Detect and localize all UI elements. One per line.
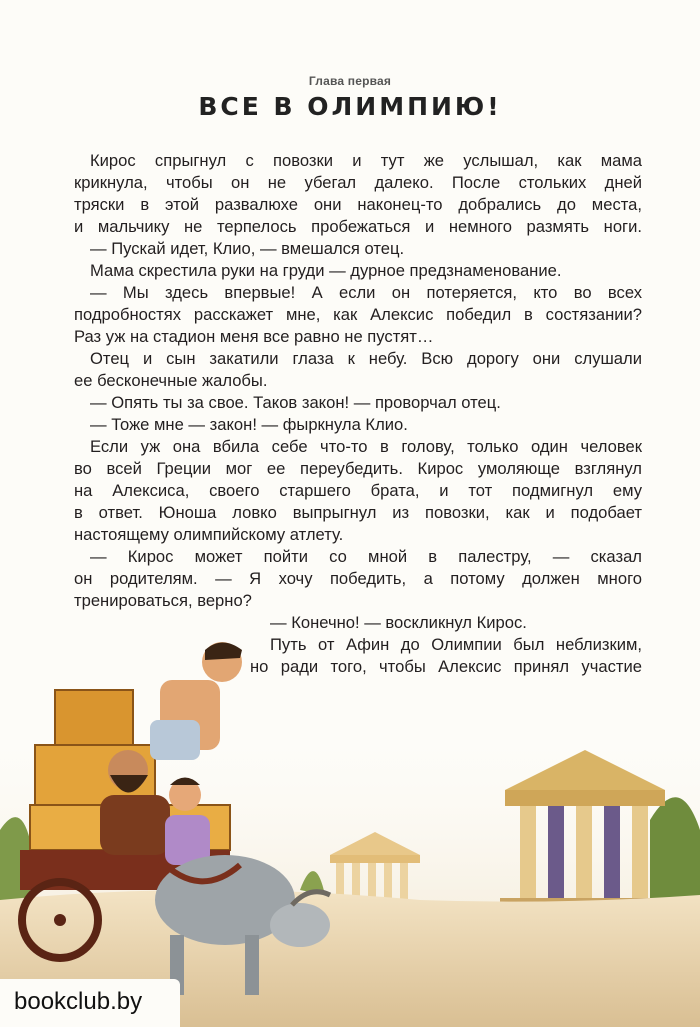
text-line: подробностях расскажет мне, как Алексис победил в состязании? [74, 305, 642, 324]
text-line: крикнула, чтобы он не убегал далеко. После стольких дней [74, 173, 642, 192]
text-line: во всей Греции мог ее переубедить. Кирос умоляюще взглянул [74, 459, 642, 478]
text-line: — Мы здесь впервые! А если он потеряется, кто во всех [90, 283, 642, 302]
text-line: — Пускай идет, Клио, — вмешался отец. [90, 239, 405, 258]
text-line: Отец и сын закатили глаза к небу. Всю дорогу они слушали [90, 349, 642, 368]
watermark [0, 979, 180, 1027]
text-line: Раз уж на стадион меня все равно не пустят… [74, 327, 434, 346]
text-line: он родителям. — Я хочу победить, а потому должен много [74, 569, 642, 588]
text-line: — Опять ты за свое. Таков закон! — проворчал отец. [90, 393, 501, 412]
text-line: тренироваться, верно? [74, 591, 252, 610]
text-line: но ради того, чтобы Алексис принял участие [250, 657, 642, 676]
text-line: на Алексиса, своего старшего брата, и тот подмигнул ему [74, 481, 642, 500]
text-line: Кирос спрыгнул с повозки и тут же услышал, как мама [90, 151, 642, 170]
text-line: тряски в этой развалюхе они наконец-то добрались до места, [74, 195, 642, 214]
text-line: Если уж она вбила себе что-то в голову, только один человек [90, 437, 642, 456]
chapter-label: Глава первая [308, 74, 392, 88]
text-line: — Конечно! — воскликнул Кирос. [270, 613, 527, 632]
text-line: ее бесконечные жалобы. [74, 371, 268, 390]
watermark-text: bookclub.by [14, 988, 143, 1015]
olympia-illustration [0, 600, 700, 1027]
text-line: — Тоже мне — закон! — фыркнула Клио. [90, 415, 408, 434]
text-line: Путь от Афин до Олимпии был неблизким, [270, 635, 642, 654]
text-line: — Кирос может пойти со мной в палестру, — сказал [90, 547, 642, 566]
chapter-title: ВСЕ В ОЛИМПИЮ! [198, 92, 502, 121]
text-line: Мама скрестила руки на груди — дурное предзнаменование. [90, 261, 562, 280]
text-line: в ответ. Юноша ловко выпрыгнул из повозки, как и подобает [74, 503, 642, 522]
text-line: и мальчику не терпелось пробежаться и немного размять ноги. [74, 217, 642, 236]
text-line: настоящему олимпийскому атлету. [74, 525, 344, 544]
